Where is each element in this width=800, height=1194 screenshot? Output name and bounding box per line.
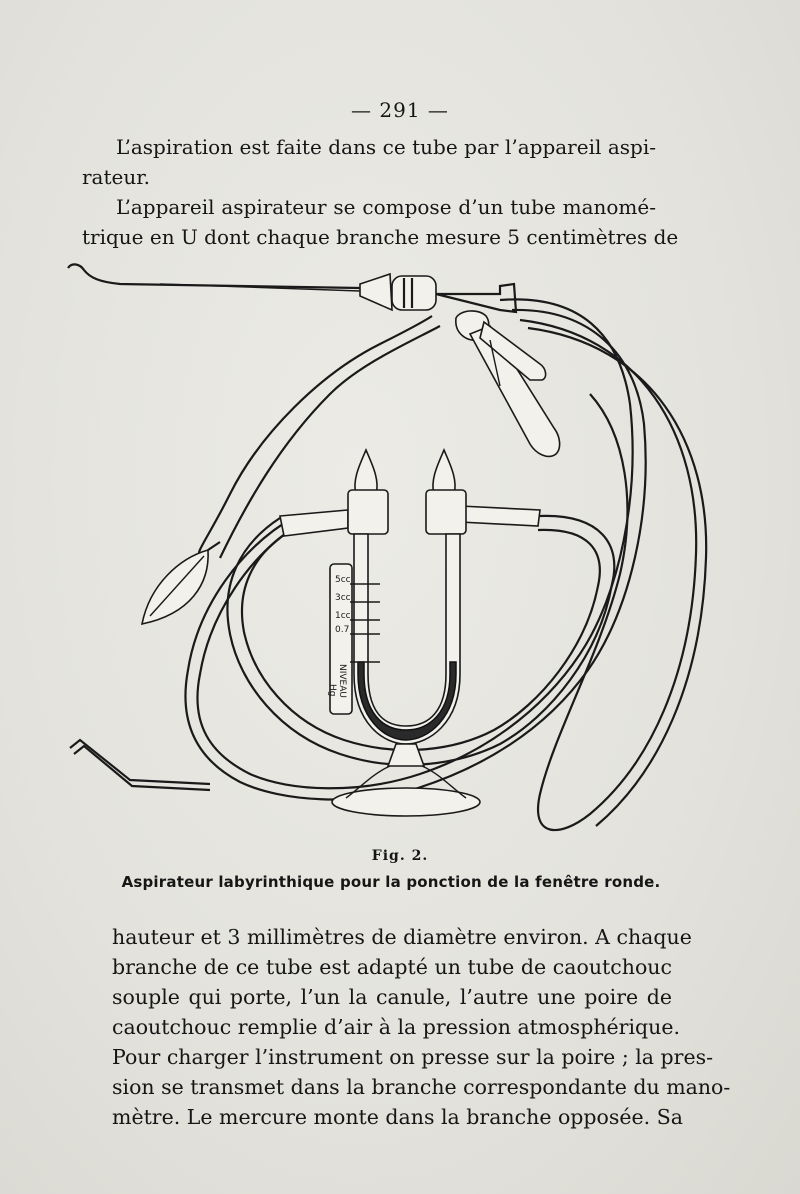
paragraph-appareil: [82, 192, 679, 252]
figure-caption: Aspirateur labyrinthique pour la ponction de la fenêtre ronde.: [121, 873, 661, 891]
rubber-tube-right-outer: [520, 320, 696, 830]
text-line: L’appareil aspirateur se compose d’un tube manomé-: [116, 195, 656, 219]
spare-bent-needle: [70, 740, 210, 784]
left-stopcock-top: [355, 450, 377, 494]
text-line: rateur.: [82, 165, 150, 189]
scale-mark-1cc: 1cc: [335, 611, 351, 621]
text-line: L’aspiration est faite dans ce tube par l’appareil aspi-: [116, 135, 656, 159]
aspirator-illustration: [60, 254, 720, 844]
right-side-connector: [460, 506, 540, 526]
right-stopcock-body: [426, 490, 466, 534]
cannula-cone: [360, 274, 392, 310]
text-line: mètre. Le mercure monte dans la branche opposée. Sa: [112, 1105, 683, 1129]
scale-mark-niveau: NIVEAU: [337, 664, 347, 698]
page-number: — 291 —: [351, 98, 449, 122]
paragraph-description: [112, 922, 731, 1132]
paragraph-aspiration: [82, 132, 656, 192]
figure-label: Fig. 2.: [371, 848, 429, 864]
left-side-connector: [280, 510, 348, 536]
scale-mark-hg: Hg: [327, 684, 337, 697]
cannula-coupling: [392, 276, 436, 310]
text-line: trique en U dont chaque branche mesure 5 centimètres de: [82, 225, 679, 249]
text-line: sion se transmet dans la branche correspondante du mano-: [112, 1075, 731, 1099]
text-line: Pour charger l’instrument on presse sur la poire ; la pres-: [112, 1045, 714, 1069]
scale-mark-0-7: 0.7: [335, 625, 350, 635]
text-line: caoutchouc remplie d’air à la pression atmosphérique.: [112, 1015, 680, 1039]
scale-mark-3cc: 3cc: [335, 593, 351, 603]
right-stopcock-top: [433, 450, 455, 494]
scale-mark-5cc: 5cc: [335, 575, 351, 585]
text-line: souple qui porte, l’un la canule, l’autre une poire de: [112, 985, 672, 1009]
aspirator-drawing: [60, 254, 720, 844]
text-line: hauteur et 3 millimètres de diamètre environ. A chaque: [112, 925, 692, 949]
cannula-needle: [68, 264, 360, 288]
connector-tube: [436, 284, 516, 312]
text-line: branche de ce tube est adapté un tube de caoutchouc: [112, 955, 672, 979]
left-stopcock-body: [348, 490, 388, 534]
stand-neck: [388, 744, 424, 766]
